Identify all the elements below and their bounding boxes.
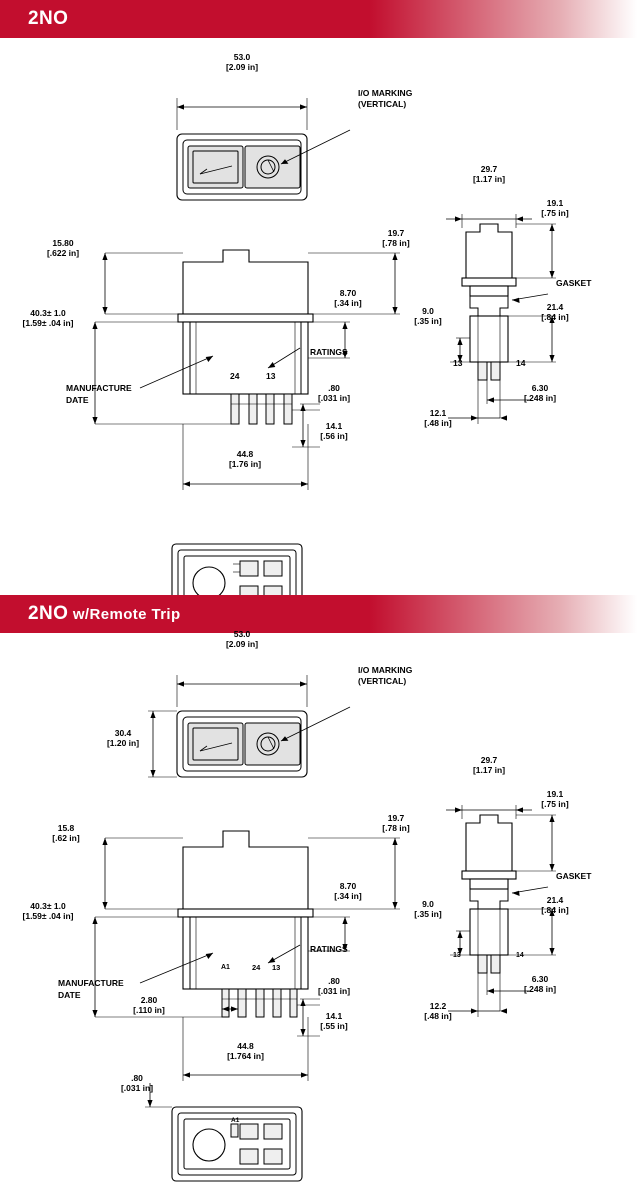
- rt-dim-bezel-height-l2: [.62 in]: [52, 833, 80, 843]
- section-title-1: [28, 8, 68, 30]
- rt-dim-side-width-l1: 29.7: [480, 755, 498, 765]
- dim-front-width-l1: 44.8: [236, 449, 254, 459]
- label-gasket: GASKET: [556, 278, 592, 288]
- dim-term-spacing-l1: 12.1: [429, 408, 447, 418]
- rt-dim-side-bezel-l2: [.75 in]: [541, 799, 569, 809]
- rt-dim-bezel-height-l1: 15.8: [57, 823, 75, 833]
- rt-terminal-number-13: 13: [272, 963, 281, 972]
- rt-dim-front-width-l2: [1.764 in]: [227, 1051, 264, 1061]
- rt-dim-side-offset-l2: [.35 in]: [414, 909, 442, 919]
- rt-dim-side-body-l1: 21.4: [546, 895, 564, 905]
- side-view-rt: [462, 815, 516, 973]
- terminal-number-13: 13: [266, 371, 276, 381]
- dim-term-pitch-l1: 6.30: [531, 383, 549, 393]
- dim-side-width-l1: 29.7: [480, 164, 498, 174]
- rt-dim-terminal-len-l1: 14.1: [325, 1011, 343, 1021]
- rt-terminal-number-a1: A1: [221, 964, 230, 971]
- rt-dim-term-pitch-l2: [.248 in]: [523, 984, 557, 994]
- rt-dim-bottom-thk-l1: .80: [131, 1073, 143, 1083]
- rt-bottom-terminal-a1: A1: [231, 1117, 240, 1124]
- dim-overall-height-l1: 40.3± 1.0: [30, 308, 66, 318]
- label-io-marking-l2: (VERTICAL): [358, 99, 407, 109]
- label-io-marking-l1: I/O MARKING: [358, 88, 413, 98]
- rt-dim-side-offset-l1: 9.0: [422, 899, 434, 909]
- terminal-number-14: 14: [516, 358, 526, 368]
- label-ratings: RATINGS: [310, 347, 348, 357]
- rt-label-manufacture-l1: MANUFACTURE: [58, 978, 124, 988]
- dim-terminal-thk-l1: .80: [328, 383, 340, 393]
- rt-dim-top-depth-l1: 30.4: [114, 728, 132, 738]
- rt-dim-side-body-l2: [.84 in]: [541, 905, 569, 915]
- dim-terminal-thk-l2: [.031 in]: [317, 393, 351, 403]
- front-view-2no: [178, 250, 313, 424]
- rt-terminal-number-13b: 13: [453, 952, 461, 959]
- front-view-rt: [178, 831, 313, 1017]
- dim-side-offset-l1: 9.0: [422, 306, 434, 316]
- dim-top-width-rt: [177, 675, 307, 707]
- dim-top-width-l2: [2.09 in]: [225, 62, 259, 72]
- rt-terminal-number-14: 14: [516, 952, 524, 959]
- rt-label-io-marking-l2: (VERTICAL): [358, 676, 407, 686]
- rt-dim-term-spacing-l2: [.48 in]: [424, 1011, 452, 1021]
- dim-top-width-l1: 53.0: [233, 52, 251, 62]
- rt-dim-body-width-l2: [.78 in]: [382, 823, 410, 833]
- rt-dim-a1-offset-l2: [.110 in]: [133, 1005, 165, 1015]
- section-title-2: [28, 603, 181, 625]
- section-title-2-sub: w/Remote Trip: [68, 606, 181, 623]
- dim-side-body-l1: 21.4: [546, 302, 564, 312]
- dim-terminal-drop-l2: [.34 in]: [334, 298, 362, 308]
- rt-label-manufacture-l2: DATE: [58, 990, 81, 1000]
- rt-dim-bottom-thk-l2: [.031 in]: [120, 1083, 154, 1093]
- rt-dim-term-spacing-l1: 12.2: [429, 1001, 447, 1011]
- dim-side-offset-l2: [.35 in]: [414, 316, 442, 326]
- dim-term-pitch-l2: [.248 in]: [523, 393, 557, 403]
- rt-label-gasket: GASKET: [556, 871, 592, 881]
- dim-side-body-l2: [.84 in]: [541, 312, 569, 322]
- rt-label-ratings: RATINGS: [310, 944, 348, 954]
- dim-bezel-height-l2: [.622 in]: [46, 248, 80, 258]
- dim-side-bezel-l2: [.75 in]: [541, 208, 569, 218]
- drawing-svg-2no-remote-trip: [0, 633, 637, 1200]
- terminal-number-13b: 13: [453, 358, 463, 368]
- rt-dim-term-pitch-l1: 6.30: [531, 974, 549, 984]
- dim-top-depth-rt: [148, 711, 177, 777]
- top-view-2no: [177, 134, 307, 200]
- rt-dim-terminal-drop-l1: 8.70: [339, 881, 357, 891]
- rt-dim-terminal-thk-l2: [.031 in]: [317, 986, 351, 996]
- dim-side-bezel-l1: 19.1: [546, 198, 564, 208]
- rt-dim-terminal-len-l2: [.55 in]: [320, 1021, 348, 1031]
- dim-body-width-l2: [.78 in]: [382, 238, 410, 248]
- rt-dim-terminal-thk-l1: .80: [328, 976, 340, 986]
- side-view-2no: [462, 224, 516, 380]
- terminal-number-24: 24: [230, 371, 240, 381]
- label-manufacture-l2: DATE: [66, 395, 89, 405]
- dim-body-width-l1: 19.7: [387, 228, 405, 238]
- dim-terminal-len-l1: 14.1: [325, 421, 343, 431]
- rt-dim-overall-height-l2: [1.59± .04 in]: [22, 911, 74, 921]
- rt-dim-top-width-l2: [2.09 in]: [225, 639, 259, 649]
- section-header-2no-remote-trip: [0, 595, 637, 633]
- dim-front-width-l2: [1.76 in]: [228, 459, 262, 469]
- dim-side-width-l2: [1.17 in]: [472, 174, 506, 184]
- section-title-1-main: 2NO: [28, 8, 69, 29]
- dim-terminal-len-l2: [.56 in]: [320, 431, 348, 441]
- bottom-view-rt: [145, 1083, 302, 1181]
- rt-dim-side-bezel-l1: 19.1: [546, 789, 564, 799]
- dim-term-spacing-l2: [.48 in]: [424, 418, 452, 428]
- drawing-panel-2no: [0, 38, 637, 595]
- rt-dim-side-width-l2: [1.17 in]: [472, 765, 506, 775]
- section-title-2-main: 2NO: [28, 603, 69, 624]
- rt-terminal-number-24: 24: [252, 963, 261, 972]
- rt-dim-body-width-l1: 19.7: [387, 813, 405, 823]
- label-manufacture-l1: MANUFACTURE: [66, 383, 132, 393]
- rt-dim-overall-height-l1: 40.3± 1.0: [30, 901, 66, 911]
- dim-terminal-drop-l1: 8.70: [339, 288, 357, 298]
- section-header-2no: [0, 0, 637, 38]
- dim-overall-height-l2: [1.59± .04 in]: [22, 318, 74, 328]
- rt-dim-top-depth-l2: [1.20 in]: [106, 738, 140, 748]
- dim-top-width-2no: [177, 98, 307, 130]
- rt-dim-front-width-l1: 44.8: [237, 1041, 254, 1051]
- rt-dim-terminal-drop-l2: [.34 in]: [334, 891, 362, 901]
- dim-bezel-height-l1: 15.80: [52, 238, 74, 248]
- rt-dim-a1-offset-l1: 2.80: [140, 995, 158, 1005]
- rt-dim-top-width-l1: 53.0: [233, 629, 251, 639]
- rt-label-io-marking-l1: I/O MARKING: [358, 665, 413, 675]
- top-view-rt: [177, 711, 307, 777]
- drawing-panel-2no-remote-trip: [0, 629, 637, 1200]
